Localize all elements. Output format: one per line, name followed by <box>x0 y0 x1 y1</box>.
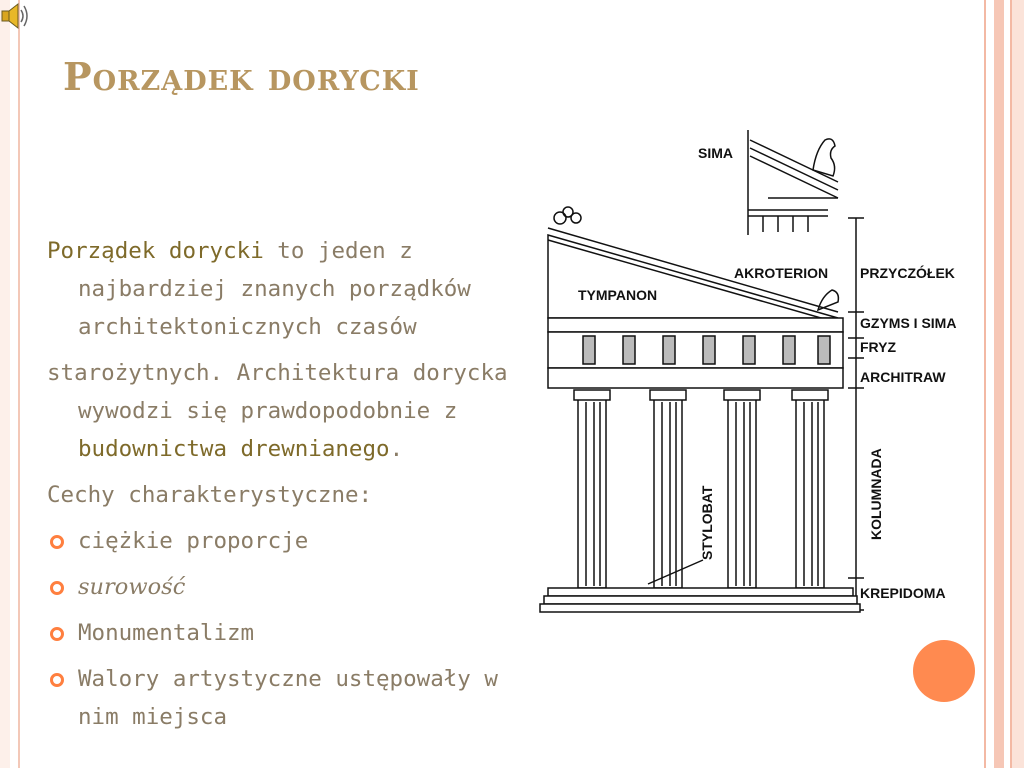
list-item: surowość <box>47 568 527 606</box>
slide-body <box>47 232 527 744</box>
label-fryz: FRYZ <box>860 339 897 355</box>
paragraph-origin <box>47 354 527 468</box>
label-akroterion: AKROTERION <box>734 265 829 281</box>
list-item: ciężkie proporcje <box>47 522 527 560</box>
label-kolumnada: KOLUMNADA <box>868 448 884 540</box>
list-item: Walory artystyczne ustępowały w nim miejsca <box>47 660 527 736</box>
features-heading: Cechy charakterystyczne: <box>47 482 373 508</box>
term-porzadek-dorycki: Porządek dorycki <box>47 238 264 264</box>
origin-end: . <box>389 436 404 462</box>
paragraph-intro <box>47 232 527 346</box>
label-architraw: ARCHITRAW <box>860 369 946 385</box>
bullet-icon <box>50 673 64 687</box>
bullet-icon <box>50 535 64 549</box>
bullet-icon <box>50 581 64 595</box>
term-budownictwa: budownictwa drewnianego <box>78 436 390 462</box>
speaker-icon[interactable] <box>0 0 34 32</box>
label-tympanon: TYMPANON <box>578 287 658 303</box>
sima-detail <box>748 130 838 235</box>
features-list <box>47 522 527 736</box>
list-item: Monumentalizm <box>47 614 527 652</box>
bullet-icon <box>50 627 64 641</box>
intro-text: to jeden z najbardziej znanych porządków architektonicznych czasów <box>78 238 471 340</box>
label-przyczolek: PRZYCZÓŁEK <box>860 265 955 281</box>
decorative-circle <box>913 640 975 702</box>
origin-text: starożytnych. Architektura dorycka wywodzi się prawdopodobnie z <box>47 360 508 424</box>
slide-left-border <box>0 0 20 768</box>
entablature <box>548 318 843 388</box>
slide-title: Porządek dorycki <box>63 54 420 99</box>
slide-right-border <box>980 0 1024 768</box>
label-stylobat: STYLOBAT <box>699 485 715 560</box>
label-sima: SIMA <box>698 145 733 161</box>
pediment <box>548 207 838 320</box>
doric-order-diagram <box>538 120 958 620</box>
label-krepidoma: KREPIDOMA <box>860 585 946 601</box>
label-gzyms: GZYMS I SIMA <box>860 315 957 331</box>
